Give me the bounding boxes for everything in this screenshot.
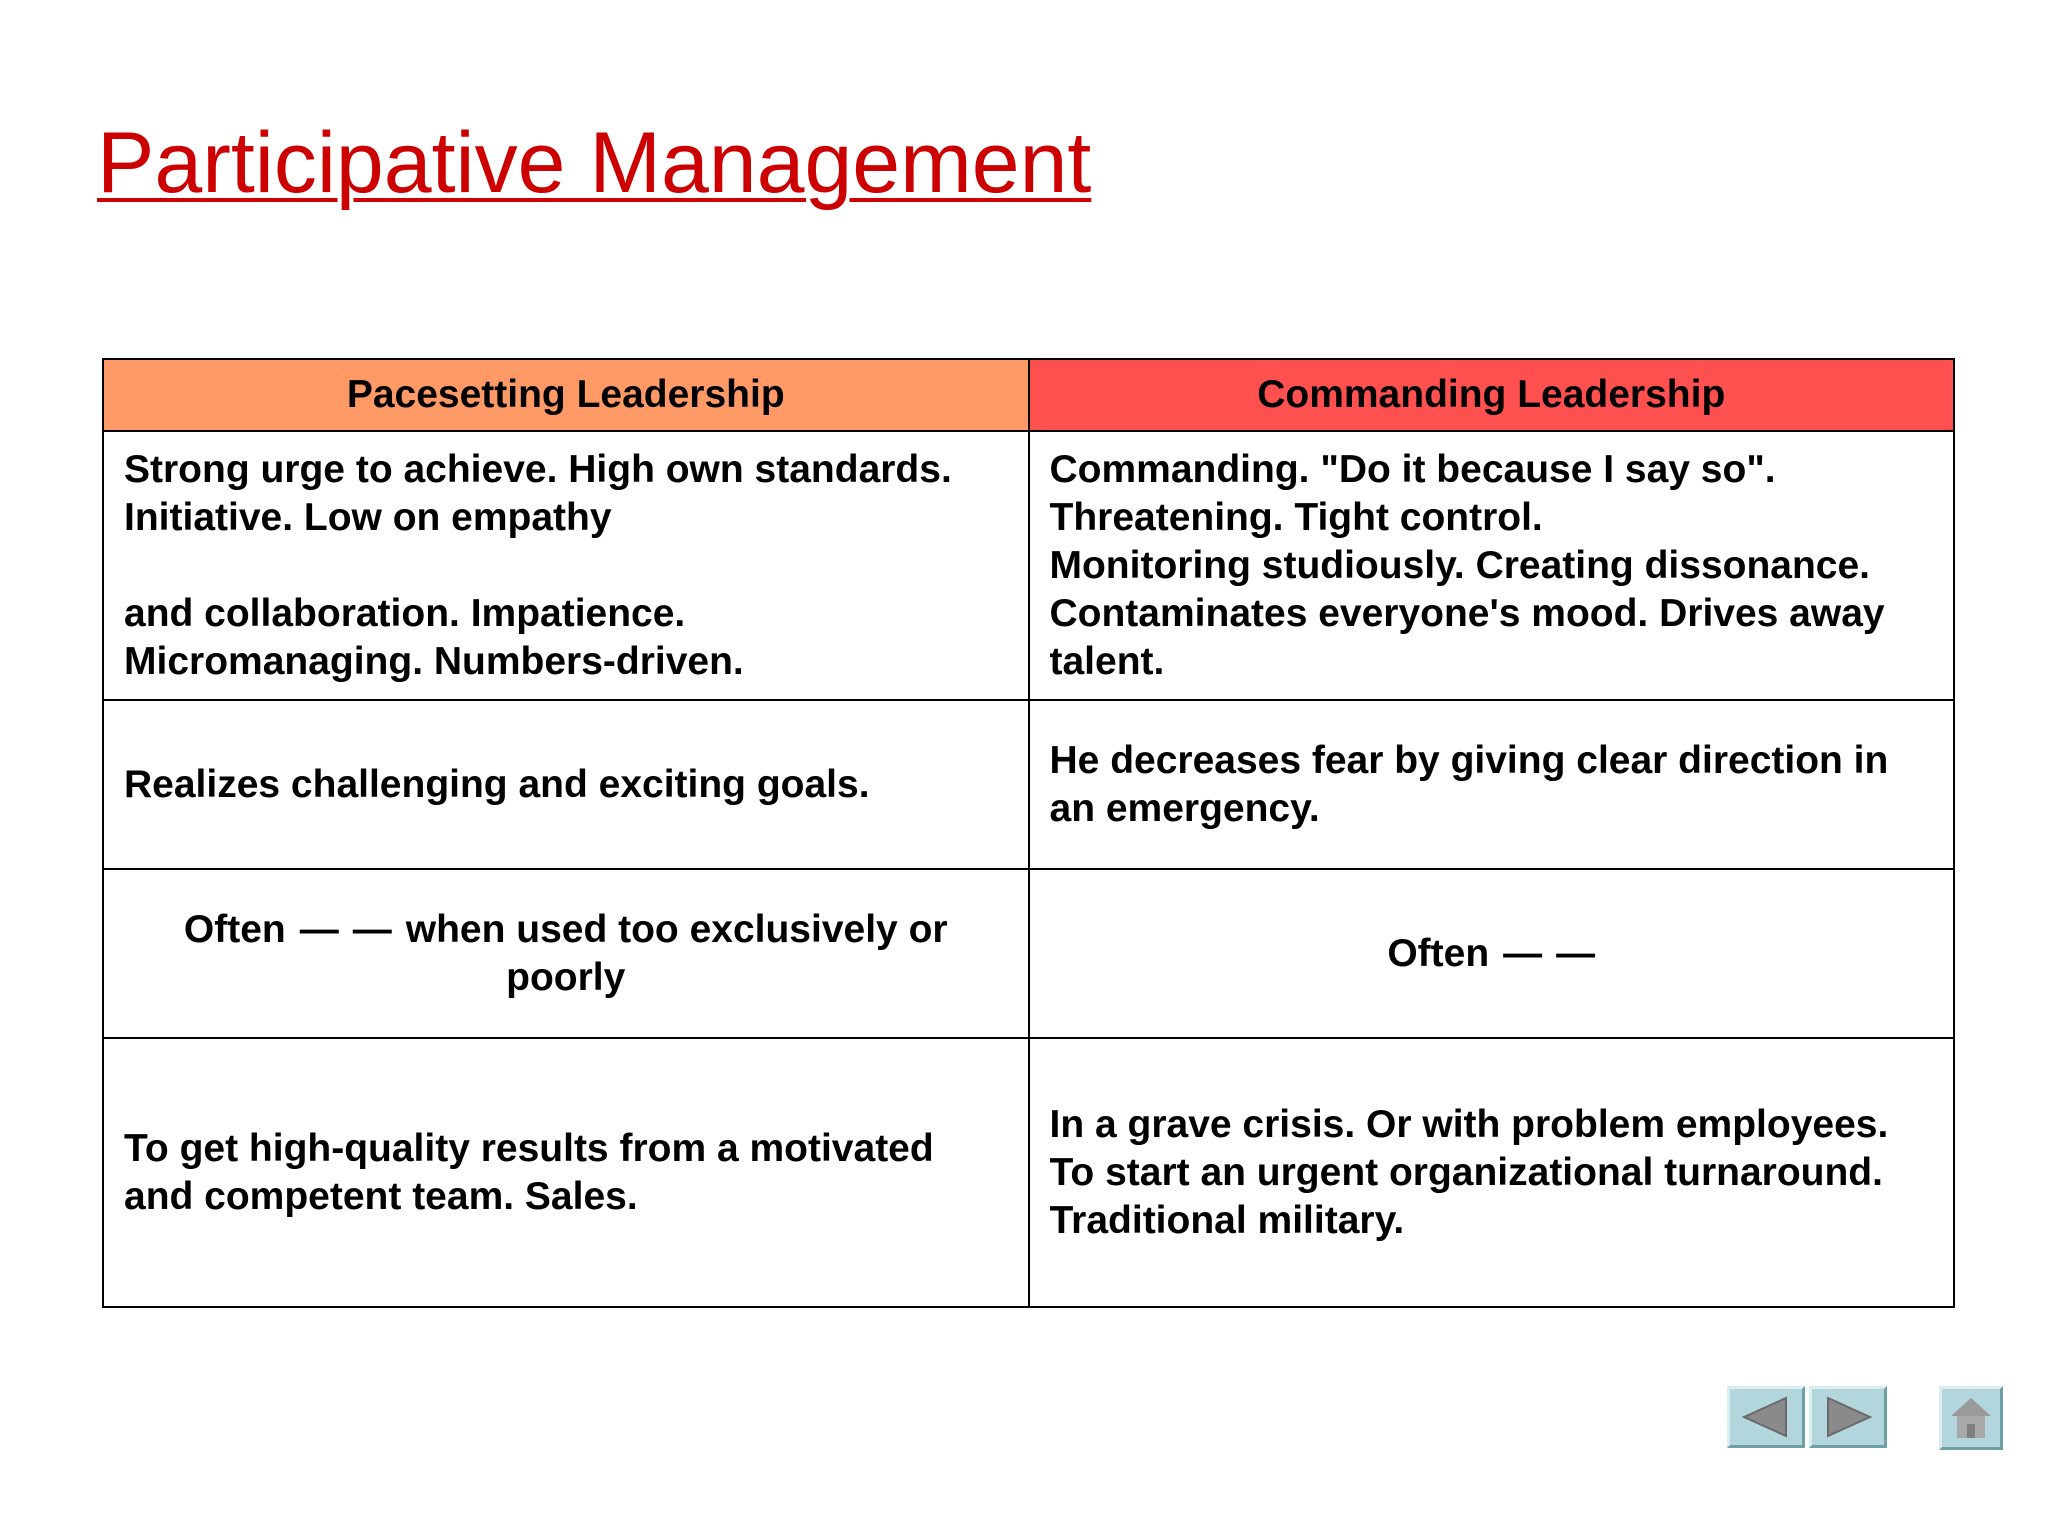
triangle-right-icon xyxy=(1822,1395,1874,1439)
table-cell xyxy=(103,869,1029,1038)
cell-line: poorly xyxy=(506,955,626,999)
cell-line: Strong urge to achieve. High own standards. xyxy=(124,447,952,491)
cell-line xyxy=(1050,930,1934,978)
cell-line: Initiative. Low on empathy xyxy=(124,495,612,539)
table-cell xyxy=(1029,1038,1955,1307)
cell-line: Monitoring studiously. Creating dissonance. xyxy=(1049,543,1871,587)
table-cell xyxy=(103,1038,1029,1307)
cell-line: talent. xyxy=(1049,639,1165,683)
cell-line: Threatening. Tight control. xyxy=(1049,495,1543,539)
cell-line: and competent team. Sales. xyxy=(124,1174,638,1218)
cell-line: Micromanaging. Numbers-driven. xyxy=(124,639,744,683)
cell-line: Contaminates everyone's mood. Drives away xyxy=(1049,591,1885,635)
cell-line: and collaboration. Impatience. xyxy=(124,591,686,635)
table-row xyxy=(103,869,1954,1038)
cell-line: In a grave crisis. Or with problem employees. xyxy=(1049,1102,1889,1146)
cell-text: Often xyxy=(183,907,286,951)
header-pacesetting-leadership: Pacesetting Leadership xyxy=(103,359,1029,431)
cell-line xyxy=(124,906,1008,954)
table-row xyxy=(103,1038,1954,1307)
cell-text: when used too exclusively or xyxy=(405,907,948,951)
home-slide-button[interactable] xyxy=(1939,1386,2003,1450)
cell-line: an emergency. xyxy=(1049,786,1320,830)
header-commanding-leadership: Commanding Leadership xyxy=(1029,359,1955,431)
table-header-row xyxy=(103,359,1954,431)
cell-line: Realizes challenging and exciting goals. xyxy=(124,762,870,806)
next-slide-button[interactable] xyxy=(1809,1386,1887,1448)
table-cell xyxy=(103,700,1029,869)
table-row xyxy=(103,431,1954,700)
dash-mark: — xyxy=(299,907,339,951)
table-cell xyxy=(1029,700,1955,869)
cell-blank-line xyxy=(124,542,1008,590)
cell-line: He decreases fear by giving clear direction in xyxy=(1049,738,1889,782)
table-cell xyxy=(1029,869,1955,1038)
previous-slide-button[interactable] xyxy=(1727,1386,1805,1448)
cell-line: Commanding. "Do it because I say so". xyxy=(1049,447,1776,491)
table-cell xyxy=(1029,431,1955,700)
table-row xyxy=(103,700,1954,869)
slide-title: Participative Management xyxy=(97,115,1092,211)
home-icon xyxy=(1947,1394,1995,1442)
dash-mark: — xyxy=(352,907,392,951)
cell-line: To get high-quality results from a motivated xyxy=(124,1126,934,1170)
cell-line: Traditional military. xyxy=(1049,1198,1405,1242)
cell-line: To start an urgent organizational turnaround. xyxy=(1049,1150,1883,1194)
leadership-comparison-table xyxy=(102,358,1955,1308)
table-cell xyxy=(103,431,1029,700)
dash-mark: — xyxy=(1556,931,1596,975)
dash-mark: — xyxy=(1503,931,1543,975)
cell-text: Often xyxy=(1387,931,1490,975)
triangle-left-icon xyxy=(1740,1395,1792,1439)
